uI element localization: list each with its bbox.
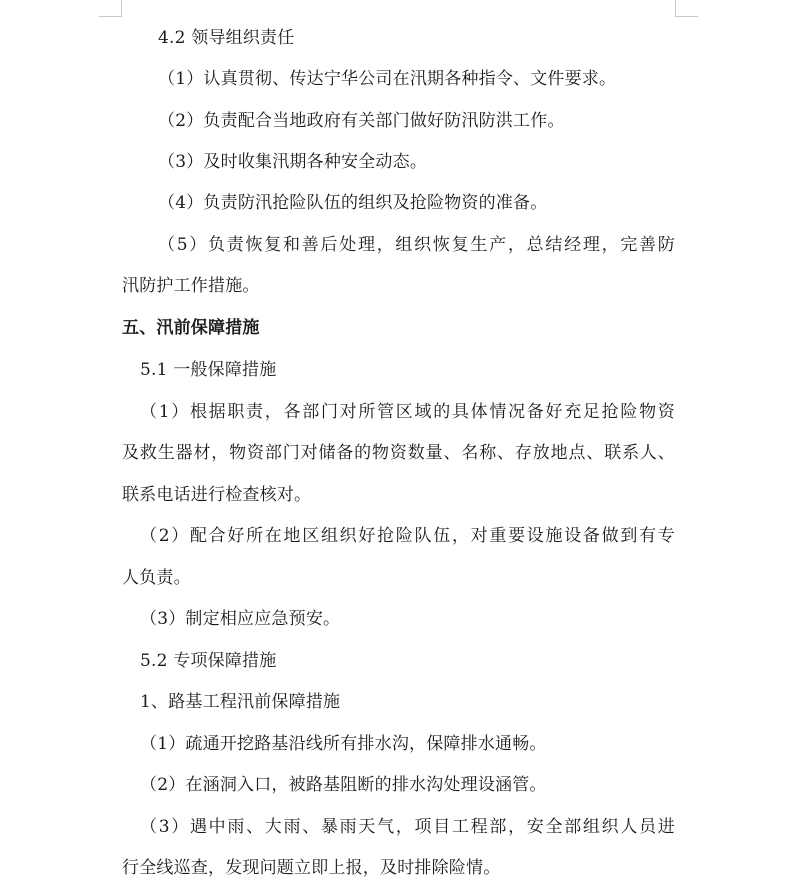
paragraph-line: （4）负责防汛抢险队伍的组织及抢险物资的准备。	[158, 193, 548, 213]
paragraph-line: 汛防护工作措施。	[122, 276, 260, 296]
section-title-5-2: 5.2 专项保障措施	[140, 651, 277, 671]
paragraph-line: 及救生器材，物资部门对储备的物资数量、名称、存放地点、联系人、	[122, 443, 675, 463]
section-title-4-2: 4.2 领导组织责任	[158, 28, 295, 48]
paragraph-line: 联系电话进行检查核对。	[122, 485, 312, 505]
paragraph-line: （3）及时收集汛期各种安全动态。	[158, 152, 428, 172]
paragraph-line: （1）认真贯彻、传达宁华公司在汛期各种指令、文件要求。	[158, 69, 617, 89]
paragraph-line: （2）负责配合当地政府有关部门做好防汛防洪工作。	[158, 111, 565, 131]
paragraph-line: （2）在涵洞入口，被路基阻断的排水沟处理设涵管。	[140, 775, 547, 795]
paragraph-line: （5）负责恢复和善后处理，组织恢复生产，总结经理，完善防	[158, 235, 675, 255]
paragraph-line: 行全线巡查，发现问题立即上报，及时排除险情。	[122, 858, 501, 878]
paragraph-line: 人负责。	[122, 568, 191, 588]
section-heading-5: 五、汛前保障措施	[122, 318, 260, 338]
paragraph-line: （1）疏通开挖路基沿线所有排水沟，保障排水通畅。	[140, 734, 547, 754]
paragraph-line: （2）配合好所在地区组织好抢险队伍，对重要设施设备做到有专	[140, 526, 675, 546]
section-title-5-1: 5.1 一般保障措施	[140, 360, 277, 380]
page-corner-mark-left	[99, 0, 122, 17]
paragraph-line: （1）根据职责，各部门对所管区域的具体情况备好充足抢险物资	[140, 402, 675, 422]
paragraph-line: （3）遇中雨、大雨、暴雨天气，项目工程部，安全部组织人员进	[140, 817, 675, 837]
subsection-title: 1、路基工程汛前保障措施	[140, 692, 341, 712]
page-corner-mark-right	[675, 0, 698, 17]
paragraph-line: （3）制定相应应急预安。	[140, 609, 341, 629]
